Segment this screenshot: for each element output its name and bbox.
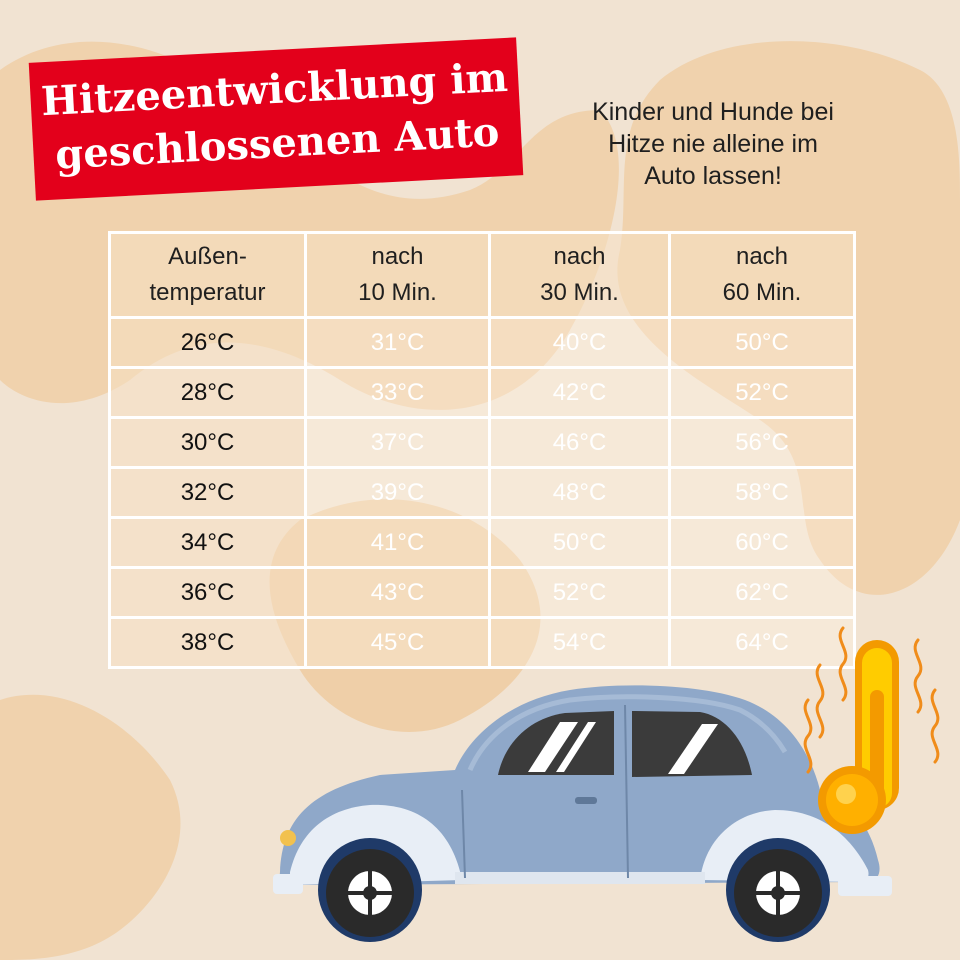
cell-outside-temp: 34°C (110, 518, 306, 568)
car-illustration (270, 610, 960, 960)
cell-30-min: 54°C (490, 618, 670, 668)
cell-30-min: 48°C (490, 468, 670, 518)
table-row (110, 368, 855, 418)
cell-10-min: 33°C (306, 368, 490, 418)
cell-outside-temp: 30°C (110, 418, 306, 468)
warning-line-3: Auto lassen! (644, 162, 782, 190)
table-row (110, 418, 855, 468)
header-30-min (490, 233, 670, 318)
cell-30-min: 42°C (490, 368, 670, 418)
cell-60-min: 62°C (670, 568, 855, 618)
cell-10-min: 41°C (306, 518, 490, 568)
temperature-table (108, 231, 856, 669)
cell-60-min: 64°C (670, 618, 855, 668)
header-line: temperatur (149, 279, 266, 306)
cell-30-min: 40°C (490, 318, 670, 368)
thermometer-icon (818, 640, 899, 834)
header-row (110, 233, 855, 318)
table-row (110, 518, 855, 568)
title-banner (29, 37, 524, 200)
cell-10-min: 37°C (306, 418, 490, 468)
cell-60-min: 56°C (670, 418, 855, 468)
car-icon (273, 685, 892, 942)
cell-60-min: 60°C (670, 518, 855, 568)
header-60-min (670, 233, 855, 318)
cell-outside-temp: 36°C (110, 568, 306, 618)
header-line: 10 Min. (358, 279, 437, 306)
cell-outside-temp: 32°C (110, 468, 306, 518)
header-line: nach (735, 243, 789, 270)
cell-60-min: 58°C (670, 468, 855, 518)
cell-10-min: 45°C (306, 618, 490, 668)
header-line: 60 Min. (722, 279, 802, 306)
cell-outside-temp: 26°C (110, 318, 306, 368)
cell-10-min: 31°C (306, 318, 490, 368)
warning-line-1: Kinder und Hunde bei (592, 98, 834, 126)
cell-60-min: 50°C (670, 318, 855, 368)
header-line: nach (553, 243, 606, 270)
cell-30-min: 46°C (490, 418, 670, 468)
table-header (110, 233, 855, 318)
warning-text (548, 96, 878, 192)
header-line: 30 Min. (540, 279, 619, 306)
cell-outside-temp: 28°C (110, 368, 306, 418)
warning-line-2: Hitze nie alleine im (608, 130, 818, 158)
cell-60-min: 52°C (670, 368, 855, 418)
table-row (110, 318, 855, 368)
cell-30-min: 52°C (490, 568, 670, 618)
table-row (110, 468, 855, 518)
header-10-min (306, 233, 490, 318)
title-line-2: geschlossenen Auto (54, 108, 501, 179)
header-line: Außen- (168, 243, 247, 270)
header-line: nach (371, 243, 424, 270)
cell-10-min: 43°C (306, 568, 490, 618)
title-line-1: Hitzeentwicklung im (39, 53, 509, 126)
header-outside-temp (110, 233, 306, 318)
cell-30-min: 50°C (490, 518, 670, 568)
cell-outside-temp: 38°C (110, 618, 306, 668)
cell-10-min: 39°C (306, 468, 490, 518)
